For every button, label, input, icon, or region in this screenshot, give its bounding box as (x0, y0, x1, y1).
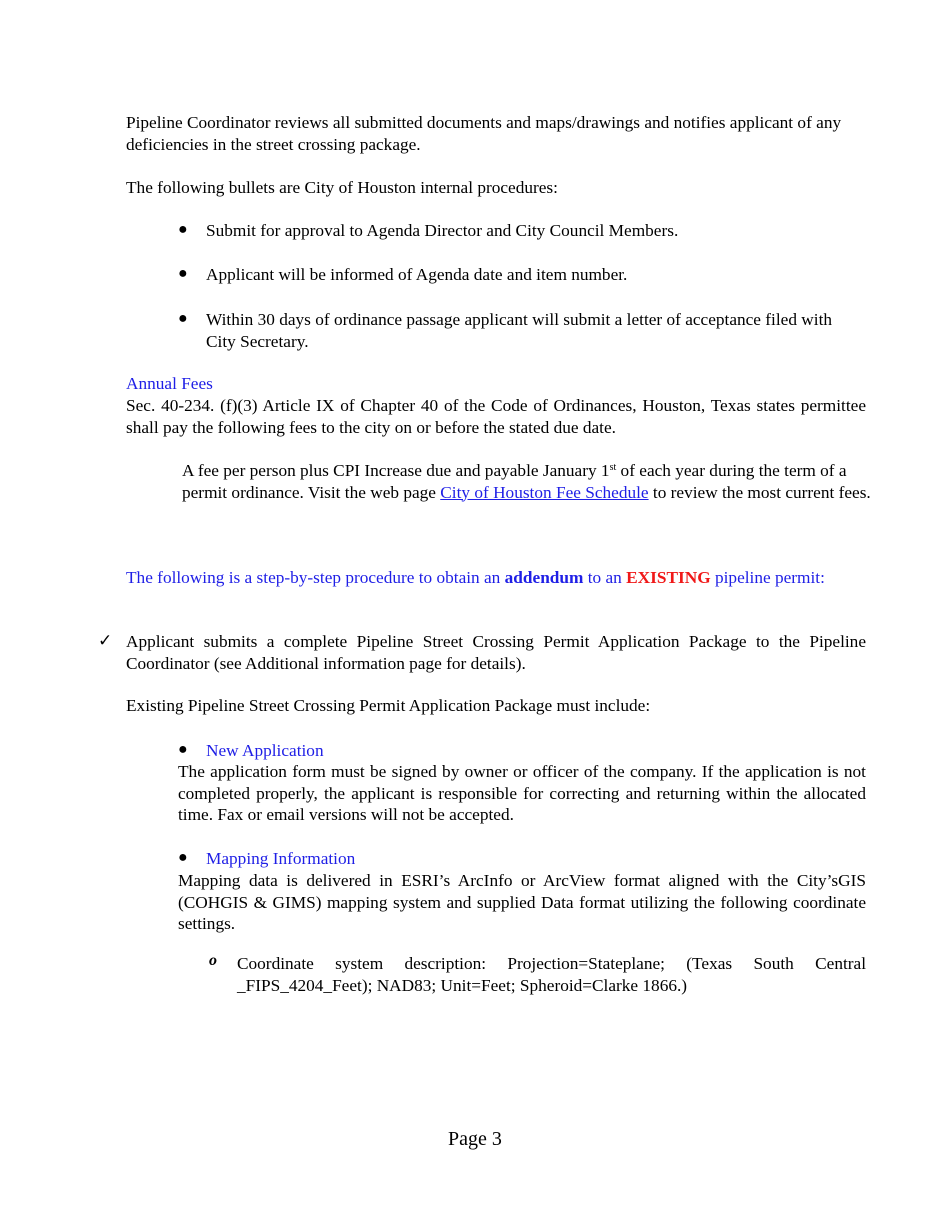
checkmark-icon: ✓ (98, 631, 113, 650)
fee-text: to review the most current fees. (648, 482, 871, 502)
existing-emphasis: EXISTING (626, 568, 711, 587)
bullet-text: Submit for approval to Agenda Director and City Council Members. (206, 221, 679, 240)
annual-fees-heading: Annual Fees (126, 374, 213, 393)
annual-fees-paragraph: Sec. 40-234. (f)(3) Article IX of Chapter 40 of the Code of Ordinances, Houston, Texas states permittee shall pay the following fees to the city on or before the stated due date. (126, 396, 866, 437)
page-number: Page 3 (448, 1128, 502, 1150)
mapping-information-text: Mapping data is delivered in ESRI’s ArcInfo or ArcView format aligned with the City’sGIS (COHGIS & GIMS) mapping system and supplied Data format utilizing the following coordinate settings. (178, 871, 866, 933)
fee-schedule-link[interactable]: City of Houston Fee Schedule (440, 482, 649, 502)
fee-text: of each year during the term of a permit ordinance. Visit the web page (182, 461, 847, 502)
bullets-intro: The following bullets are City of Houston internal procedures: (126, 178, 558, 197)
addendum-lead-text: The following is a step-by-step procedure to obtain an (126, 568, 505, 587)
bullet-dot-icon: ● (178, 265, 188, 282)
mapping-information-heading: Mapping Information (206, 849, 356, 868)
bullet-text: Applicant will be informed of Agenda date and item number. (206, 265, 628, 284)
new-application-text: The application form must be signed by owner or officer of the company. If the application is not completed properly, the applicant is responsible for correcting and returning within the allocated time. Fax or email versions will not be accepted. (178, 762, 866, 824)
bullet-dot-icon: ● (178, 741, 188, 758)
package-intro: Existing Pipeline Street Crossing Permit Application Package must include: (126, 696, 651, 715)
bullet-text: Within 30 days of ordinance passage applicant will submit a letter of acceptance filed with City Secretary. (206, 310, 833, 351)
coordinate-settings-text: Coordinate system description: Projection=Stateplane; (Texas South Central _FIPS_4204_Feet); NAD83; Unit=Feet; Spheroid=Clarke 1866.) (237, 954, 866, 995)
bullet-dot-icon: ● (178, 849, 188, 866)
fee-superscript: st (609, 462, 617, 473)
fee-text: A fee per person plus CPI Increase due and payable January 1 (182, 461, 610, 480)
addendum-lead-text: to an (583, 568, 627, 587)
check-item-text: Applicant submits a complete Pipeline Street Crossing Permit Application Package to the Pipeline Coordinator (see Additional information page for details). (126, 632, 866, 673)
addendum-lead-text: pipeline permit: (710, 568, 825, 587)
addendum-lead (126, 567, 866, 589)
hollow-circle-icon: o (209, 952, 217, 969)
new-application-heading: New Application (206, 741, 324, 760)
bullet-dot-icon: ● (178, 221, 188, 238)
bullet-dot-icon: ● (178, 310, 188, 327)
review-paragraph: Pipeline Coordinator reviews all submitted documents and maps/drawings and notifies applicant of any deficiencies in the street crossing package. (126, 113, 842, 154)
addendum-bold: addendum (504, 568, 584, 587)
fee-description (182, 460, 872, 503)
